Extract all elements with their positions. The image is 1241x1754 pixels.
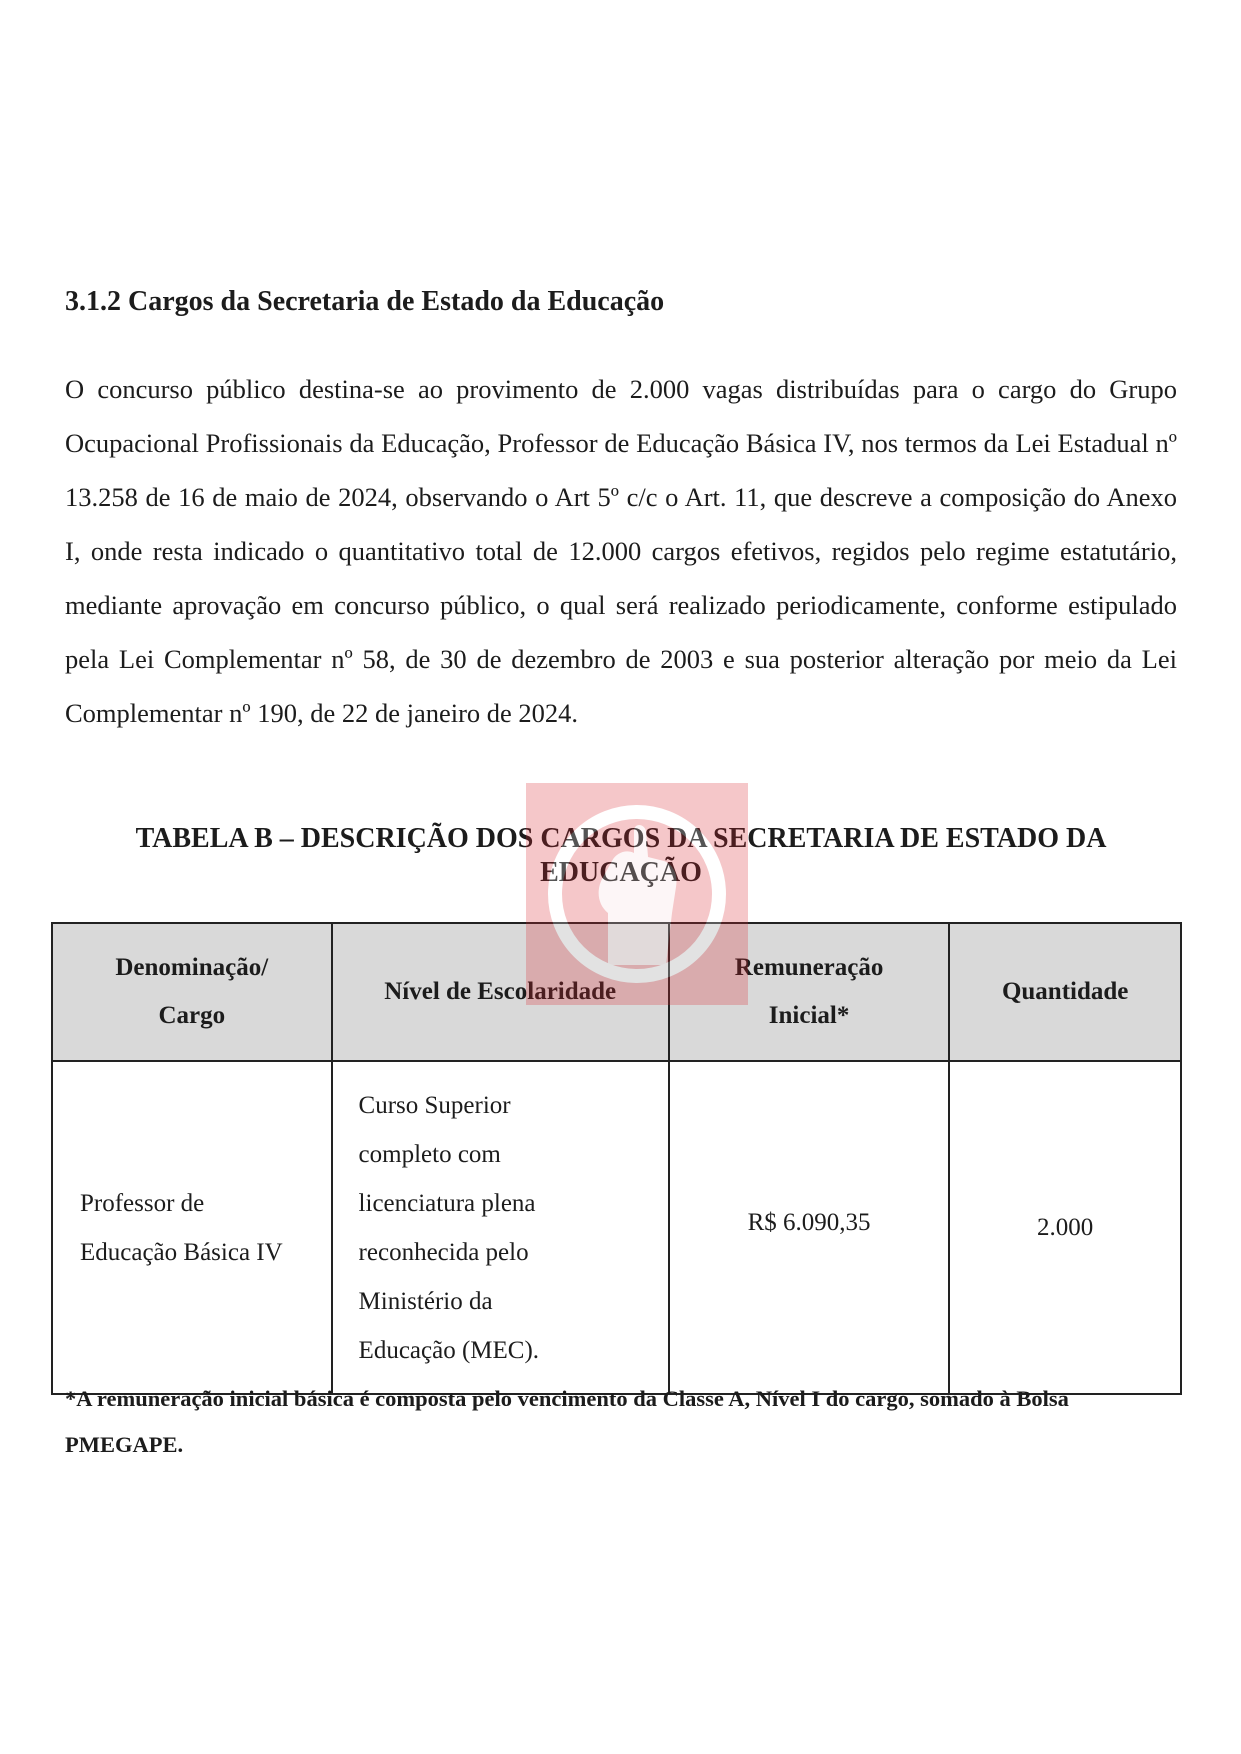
cell-remuneracao: R$ 6.090,35 [669,1061,950,1394]
table-caption-line1: TABELA B – DESCRIÇÃO DOS CARGOS DA SECRETARIA DE ESTADO DA [135,823,1107,854]
cell-quantidade: 2.000 [949,1061,1181,1394]
cell-nivel-line: completo com [358,1140,501,1168]
header-quantidade: Quantidade [949,923,1181,1061]
cell-nivel-line: Educação (MEC). [358,1336,540,1364]
cell-nivel-line: reconhecida pelo [358,1238,529,1266]
cell-nivel [332,1061,669,1394]
cell-nivel-line: Curso Superior [358,1091,511,1119]
header-remuneracao-line1: Remuneração [734,954,884,981]
cell-cargo-line2: Educação Básica IV [80,1238,283,1266]
positions-table [51,922,1182,1395]
cell-cargo [52,1061,332,1394]
section-title: 3.1.2 Cargos da Secretaria de Estado da Educação [65,286,665,317]
section-paragraph: O concurso público destina-se ao provimento de 2.000 vagas distribuídas para o cargo do Grupo Ocupacional Profissionais da Educação, Professor de Educação Básica IV, nos termos da Lei Estadual nº 13.258 de 16 de maio de 2024, observando o Art 5º c/c o Art. 11, que descreve a composição do Anexo I, onde resta indicado o quantitativo total de 12.000 cargos efetivos, regidos pelo regime estatutário, mediante aprovação em concurso público, o qual será realizado periodicamente, conforme estipulado pela Lei Complementar nº 58, de 30 de dezembro de 2003 e sua posterior alteração por meio da Lei Complementar nº 190, de 22 de janeiro de 2024. [65,374,1177,728]
table-footnote: *A remuneração inicial básica é composta pelo vencimento da Classe A, Nível I do cargo, somado à Bolsa PMEGAPE. [65,1386,1069,1457]
table-caption-line2: EDUCAÇÃO [540,857,702,888]
header-cargo-line2: Cargo [158,1002,226,1029]
cell-nivel-line: licenciatura plena [358,1189,536,1217]
table-caption [65,822,1177,890]
header-remuneracao-line2: Inicial* [768,1002,850,1029]
header-nivel: Nível de Escolaridade [332,923,669,1061]
cell-cargo-line1: Professor de [80,1189,205,1217]
cell-nivel-line: Ministério da [358,1287,493,1315]
table-header-row [52,923,1181,1061]
header-remuneracao [669,923,950,1061]
table-row [52,1061,1181,1394]
header-cargo-line1: Denominação/ [115,954,269,981]
header-cargo [52,923,332,1061]
